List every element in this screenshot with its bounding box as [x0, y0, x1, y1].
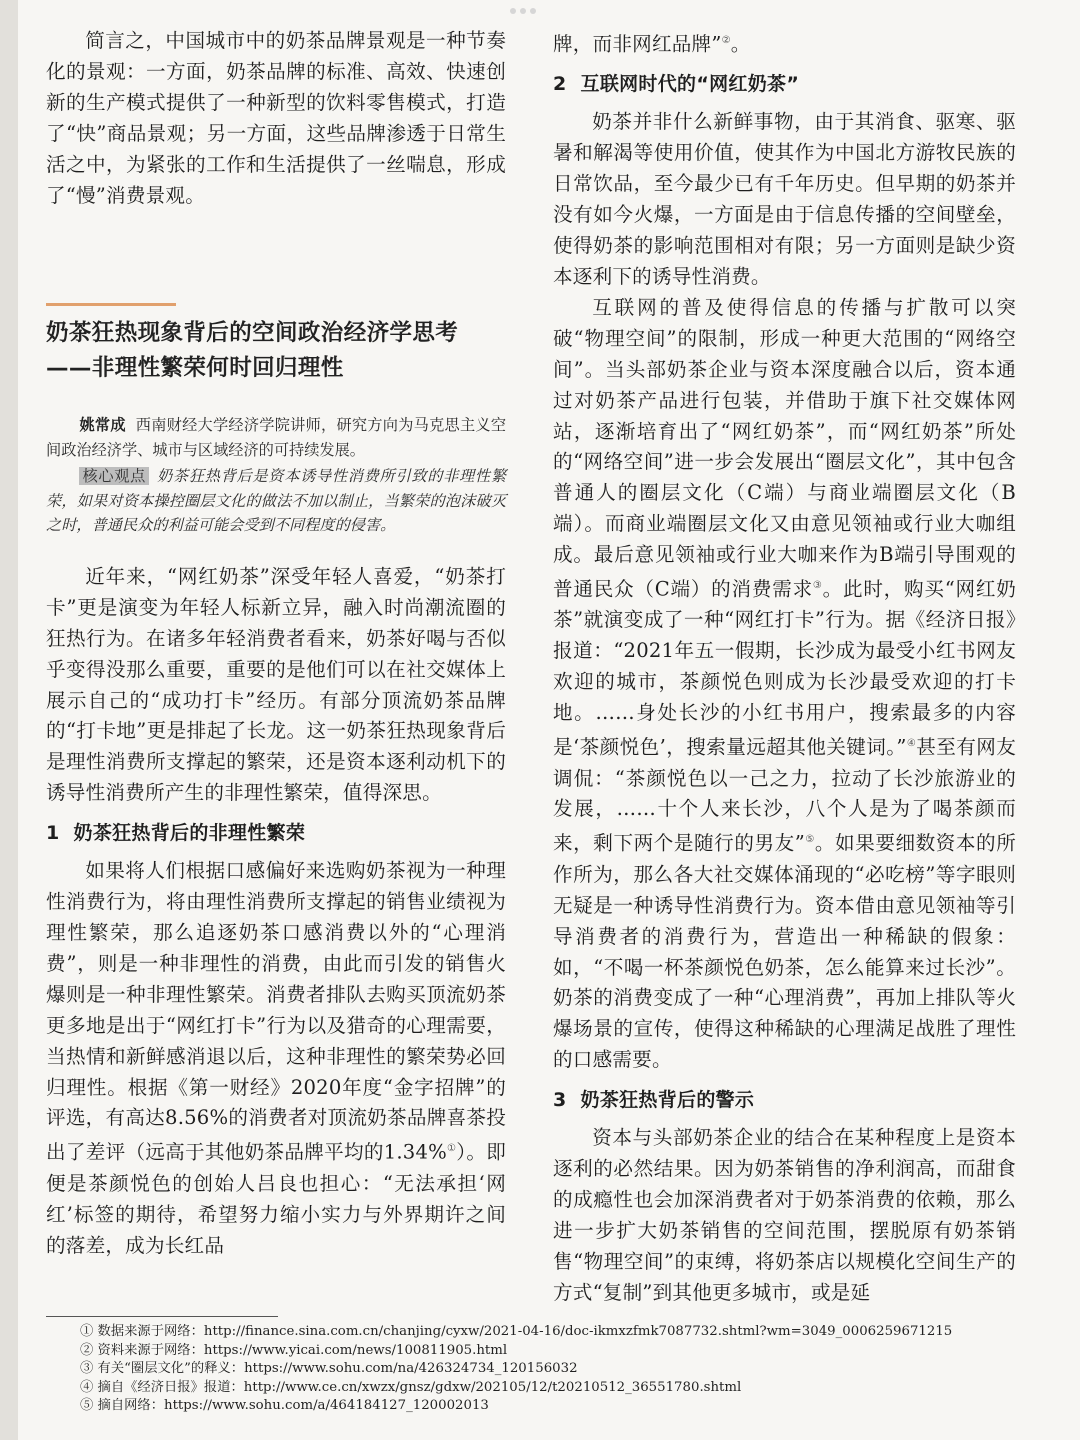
section-3-paragraph: 资本与头部奶茶企业的结合在某种程度上是资本逐利的必然结果。因为奶茶销售的净利润高，而甜食的成瘾性也会加深消费者对于奶茶消费的依赖，那么进一步扩大奶茶销售的空间范围，摆脱原有奶茶销售“物理空间”的束缚，将奶茶店以规模化空间生产的方式“复制”到其他更多城市，或是延 [553, 1126, 1016, 1304]
continued-paragraph [553, 26, 1016, 60]
section-2-number: 2 [553, 73, 567, 96]
section-2-heading [553, 69, 1016, 99]
article-subtitle: ——非理性繁荣何时回归理性 [46, 355, 344, 382]
section-2-text-c: 甚至有网友调侃：“茶颜悦色以一己之力，拉动了长沙旅游业的发展，……十个人来长沙，八个人是为了喝茶颜而来，剩下两个是随行的男友” [553, 735, 1016, 855]
section-1-heading [46, 818, 506, 848]
intro-paragraph: 近年来，“网红奶茶”深受年轻人喜爱，“奶茶打卡”更是演变为年轻人标新立异，融入时尚潮流圈的狂热行为。在诸多年轻消费者看来，奶茶好喝与否似乎变得没那么重要，重要的是他们可以在社交媒体上展示自己的“成功打卡”经历。有部分顶流奶茶品牌的“打卡地”更是排起了长龙。这一奶茶狂热现象背后是理性消费所支撑起的繁荣，还是资本逐利动机下的诱导性消费所产生的非理性繁荣，值得深思。 [46, 564, 506, 805]
key-point-label: 核心观点 [79, 467, 149, 485]
article-title: 奶茶狂热现象背后的空间政治经济学思考 [46, 320, 459, 347]
section-1-title: 奶茶狂热背后的非理性繁荣 [73, 822, 306, 845]
page-edge [0, 0, 18, 1440]
section-1-text-a: 如果将人们根据口感偏好来选购奶茶视为一种理性消费行为，将由理性消费所支撑起的销售业绩视为理性繁荣，那么追逐奶茶口感消费以外的“心理消费”，则是一种非理性的消费，由此而引发的销售火爆则是一种非理性繁荣。消费者排队去购买顶流奶茶更多地是出于“网红打卡”行为以及猎奇的心理需要，当热情和新鲜感消退以后，这种非理性的繁荣势必回归理性。根据《第一财经》2020年度“金字招牌”的评选，有高达8.56%的消费者对顶流奶茶品牌喜茶投出了差评（远高于其他奶茶品牌平均的1.34% [46, 859, 506, 1164]
section-2-text-b: 。此时，购买“网红奶茶”就演变成了一种“网红打卡”行为。据《经济日报》报道：“2021年五一假期，长沙成为最受小红书网友欢迎的城市，茶颜悦色则成为长沙最受欢迎的打卡地。……身处长沙的小红书用户，搜索最多的内容是‘茶颜悦色’，搜索量远超其他关键词。” [553, 577, 1016, 759]
footnote-ref-1[interactable]: ① [446, 1143, 457, 1155]
author-name: 姚常成 [79, 416, 126, 435]
footnote-ref-2[interactable]: ② [721, 35, 731, 46]
author-info [46, 413, 506, 462]
previous-article-conclusion: 简言之，中国城市中的奶茶品牌景观是一种节奏化的景观：一方面，奶茶品牌的标准、高效、快速创新的生产模式提供了一种新型的饮料零售模式，打造了“快”商品景观；另一方面，这些品牌渗透于日常生活之中，为紧张的工作和生活提供了一丝喘息，形成了“慢”消费景观。 [46, 29, 506, 207]
footnote-ref-3[interactable]: ③ [812, 580, 823, 592]
section-3-title: 奶茶狂热背后的警示 [580, 1089, 755, 1112]
footnote-4[interactable]: ④ 摘自《经济日报》报道：http://www.ce.cn/xwzx/gnsz/gdxw/202105/12/t20210512_36551780.shtml [80, 1379, 742, 1395]
author-description: 西南财经大学经济学院讲师，研究方向为马克思主义空间政治经济学、城市与区域经济的可持续发展。 [46, 416, 506, 459]
continued-text-end: 。 [730, 32, 751, 56]
section-2-paragraph-1: 奶茶并非什么新鲜事物，由于其消食、驱寒、驱暑和解渴等使用价值，使其作为中国北方游牧民族的日常饮品，至今最少已有千年历史。但早期的奶茶并没有如今火爆，一方面是由于信息传播的空间壁垒，使得奶茶的影响范围相对有限；另一方面则是缺少资本逐利下的诱导性消费。 [553, 110, 1016, 288]
footnote-ref-5[interactable]: ⑤ [805, 834, 815, 846]
footnote-1[interactable]: ① 数据来源于网络：http://finance.sina.com.cn/chanjing/cyxw/2021-04-16/doc-ikmxzfmk7087732.shtml?wm=3049_0006259671215 [80, 1324, 953, 1339]
footnote-ref-4[interactable]: ④ [906, 738, 917, 750]
left-column [46, 26, 506, 1262]
section-1-number: 1 [46, 822, 60, 845]
section-1-paragraph [46, 856, 506, 1261]
key-point-text: 奶茶狂热背后是资本诱导性消费所引致的非理性繁荣，如果对资本操控圈层文化的做法不加以制止，当繁荣的泡沫破灭之时，普通民众的利益可能会受到不同程度的侵害。 [46, 467, 507, 535]
continued-text: 牌，而非网红品牌” [553, 32, 722, 56]
footnote-divider [46, 1316, 278, 1317]
footnote-3[interactable]: ③ 有关“圈层文化”的释义：https://www.sohu.com/na/426324734_120156032 [80, 1361, 578, 1377]
key-point [46, 464, 506, 538]
footnote-5[interactable]: ⑤ 摘自网络：https://www.sohu.com/a/464184127_120002013 [80, 1398, 489, 1414]
title-accent-line [46, 303, 176, 306]
section-1-text-b: ）。即便是茶颜悦色的创始人吕良也担心：“无法承担‘网红’标签的期待，希望努力缩小实力与外界期许之间的落差，成为长红品 [46, 1140, 506, 1257]
section-3-heading [553, 1085, 1016, 1115]
section-3-number: 3 [553, 1089, 567, 1112]
section-2-title: 互联网时代的“网红奶茶” [580, 73, 800, 96]
right-column [553, 26, 1016, 1309]
section-2-paragraph-2 [553, 293, 1016, 1076]
section-2-text-d: 。如果要细数资本的所作所为，那么各大社交媒体涌现的“必吃榜”等字眼则无疑是一种诱导性消费行为。资本借由意见领袖等引导消费者的消费行为，营造出一种稀缺的假象：如，“不喝一杯茶颜悦色奶茶，怎么能算来过长沙”。奶茶的消费变成了一种“心理消费”，再加上排队等火爆场景的宣传，使得这种稀缺的心理满足战胜了理性的口感需要。 [553, 831, 1016, 1072]
footnote-2[interactable]: ② 资料来源于网络：https://www.yicai.com/news/100811905.html [80, 1342, 508, 1358]
footnotes [80, 1323, 1040, 1416]
page-indicator [510, 8, 536, 14]
section-2-text-a: 互联网的普及使得信息的传播与扩散可以突破“物理空间”的限制，形成一种更大范围的“网络空间”。当头部奶茶企业与资本深度融合以后，资本通过对奶茶产品进行包装，并借助于旗下社交媒体网站，逐渐培育出了“网红奶茶”，而“网红奶茶”所处的“网络空间”进一步会发展出“圈层文化”，其中包含普通人的圈层文化（C端）与商业端圈层文化（B端）。而商业端圈层文化又由意见领袖或行业大咖组成。最后意见领袖或行业大咖来作为B端引导围观的普通民众（C端）的消费需求 [553, 295, 1016, 601]
